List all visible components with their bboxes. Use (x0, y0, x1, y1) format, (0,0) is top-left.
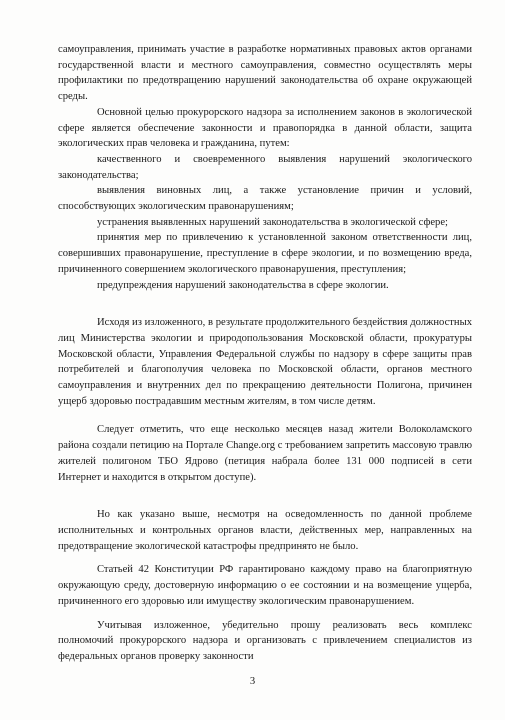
paragraph: качественного и своевременного выявления нарушений экологического законодательства; (58, 153, 472, 181)
page-number: 3 (249, 676, 256, 687)
paragraph: устранения выявленных нарушений законодательства в экологической сфере; (97, 216, 448, 228)
paragraph: Основной целью прокурорского надзора за исполнением законов в экологической сфере является обеспечение законности и правопорядка в данной области, защита экологических прав человека и гражданина, путем: (58, 106, 472, 150)
paragraph: предупреждения нарушений законодательства в сфере экологии. (97, 279, 389, 291)
paragraph: самоуправления, принимать участие в разработке нормативных правовых актов органами государственной власти и местного самоуправления, совместно осуществлять меры профилактики по предотвращению нарушений законодательства об охране окружающей среды. (58, 44, 472, 103)
paragraph: Учитывая изложенное, убедительно прошу реализовать весь комплекс полномочий прокурорского надзора и организовать с привлечением специалистов из федеральных органов проверку законности (58, 619, 472, 662)
paragraph: принятия мер по привлечению к установленной законом ответственности лиц, совершивших правонарушение, преступление в сфере экологии, и по возмещению вреда, причиненного совершением экологического правонарушения, преступления; (58, 232, 472, 275)
paragraph: Исходя из изложенного, в результате продолжительного бездействия должностных лиц Министерства экологии и природопользования Московской области, прокуратуры Московской области, Управления Федеральной службы по надзору в сфере защиты прав потребителей и благополучия человека по Московской области, органов местного самоуправления и внутренних дел по прекращению деятельности Полигона, причинен ущерб здоровью пострадавшим местным жителям, в том числе детям. (58, 317, 472, 407)
paragraph: выявления виновных лиц, а также установление причин и условий, способствующих экологическим правонарушениям; (58, 185, 472, 213)
paragraph: Статьей 42 Конституции РФ гарантировано каждому право на благоприятную окружающую среду, достоверную информацию о ее состоянии и на возмещение ущерба, причиненного его здоровью или имуществу экологическим правонарушением. (58, 564, 472, 607)
paragraph: Но как указано выше, несмотря на осведомленность по данной проблеме исполнительных и контрольных органов власти, действенных мер, направленных на предотвращение экологической катастрофы предпринято не было. (58, 509, 472, 552)
paragraph: Следует отметить, что еще несколько месяцев назад жители Волоколамского района создали петицию на Портале Change.org с требованием запретить массовую травлю жителей полигоном ТБО Ядрово (петиция набрала более 131 000 подписей в сети Интернет и находится в открытом доступе). (58, 424, 472, 483)
document-body (58, 42, 472, 665)
